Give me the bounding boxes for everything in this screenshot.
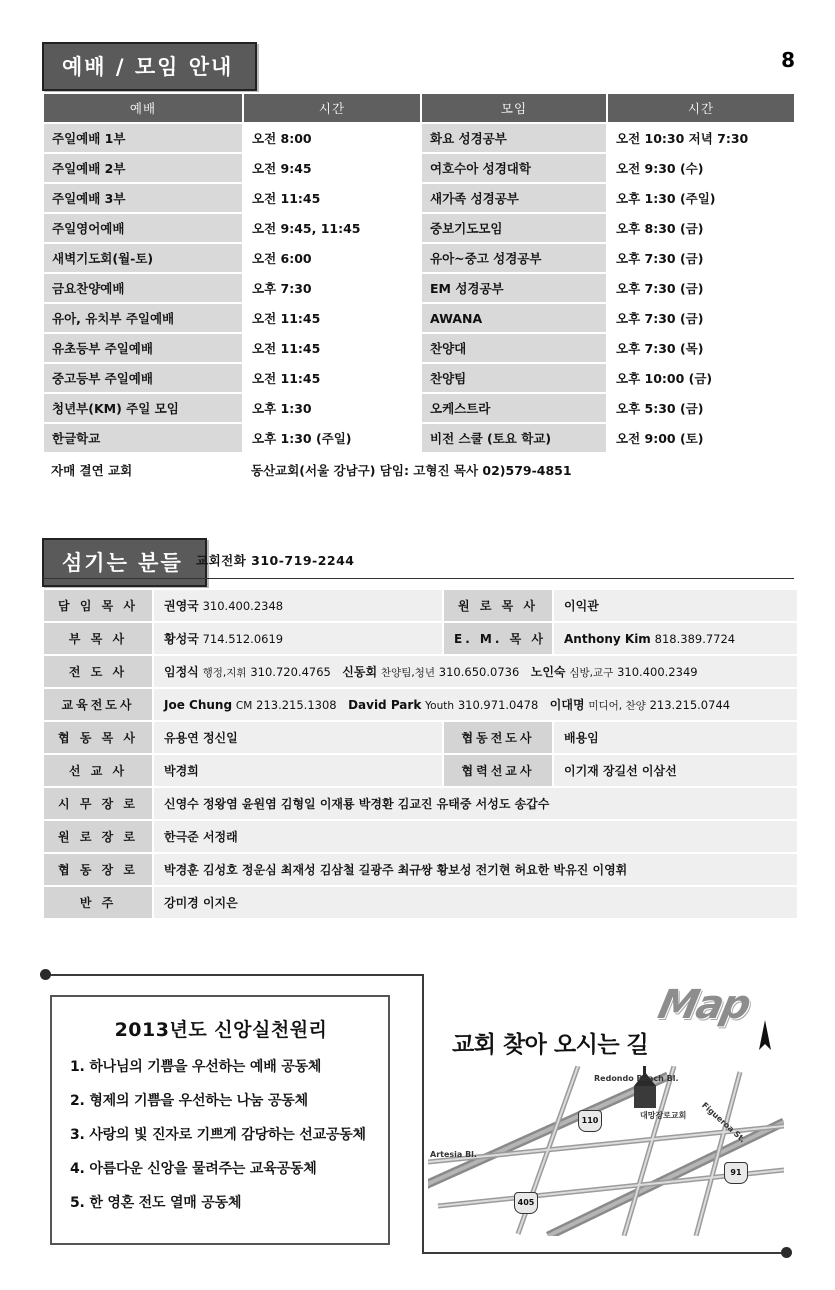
table-row [43, 243, 795, 273]
worship-time: 오전 11:45 [243, 183, 421, 213]
header-meeting: 모임 [421, 93, 607, 123]
meeting-time: 오후 7:30 (목) [607, 333, 795, 363]
staff-names: 유용연 정신일 [153, 721, 443, 754]
worship-name: 주일예배 3부 [43, 183, 243, 213]
map-road-label: Redondo Beach Bl. [594, 1074, 679, 1083]
map-highway-shield: 110 [578, 1110, 602, 1132]
bottom-frame [40, 968, 792, 1254]
staff-role-label: 시 무 장 로 [43, 787, 153, 820]
table-row [43, 423, 795, 453]
meeting-name: 여호수아 성경대학 [421, 153, 607, 183]
meeting-name: 찬양팀 [421, 363, 607, 393]
table-row [43, 393, 795, 423]
staff-names: 이익관 [553, 589, 798, 622]
staff-role-label: 부 목 사 [43, 622, 153, 655]
directions-map [410, 980, 792, 1254]
map-highway-shield: 405 [514, 1192, 538, 1214]
header-worship: 예배 [43, 93, 243, 123]
staff-names: 신영수 정왕염 윤원염 김형일 이재룡 박경환 김교진 유태중 서성도 송갑수 [153, 787, 798, 820]
meeting-name: EM 성경공부 [421, 273, 607, 303]
table-row [43, 273, 795, 303]
staff-banner [42, 538, 207, 587]
worship-name: 주일예배 2부 [43, 153, 243, 183]
staff-table-body [43, 589, 798, 919]
staff-divider [42, 578, 794, 579]
staff-names: 임정식 행정,지휘 310.720.4765 신동회 찬양팀,청년 310.650.0736 노인숙 심방,교구 310.400.2349 [153, 655, 798, 688]
meeting-time: 오전 9:30 (수) [607, 153, 795, 183]
map-road-label: 대망장로교회 [640, 1111, 687, 1120]
staff-names: 이기재 장길선 이삼선 [553, 754, 798, 787]
meeting-name: 화요 성경공부 [421, 123, 607, 153]
faith-principle-item: 1. 하나님의 기쁨을 우선하는 예배 공동체 [70, 1059, 322, 1075]
staff-row [43, 622, 798, 655]
staff-row [43, 820, 798, 853]
meeting-time: 오후 7:30 (금) [607, 303, 795, 333]
meeting-time: 오후 1:30 (주일) [607, 183, 795, 213]
staff-names: Anthony Kim 818.389.7724 [553, 622, 798, 655]
faith-principles-list [66, 1056, 376, 1212]
staff-row [43, 589, 798, 622]
sister-church-value: 동산교회(서울 강남구) 담임: 고형진 목사 02)579-4851 [243, 453, 795, 484]
table-row [43, 213, 795, 243]
worship-name: 금요찬양예배 [43, 273, 243, 303]
faith-principle-item: 3. 사랑의 빛 진자로 기쁘게 감당하는 선교공동체 [70, 1127, 366, 1143]
table-row [43, 183, 795, 213]
staff-role-label: 교육전도사 [43, 688, 153, 721]
meeting-name: 새가족 성경공부 [421, 183, 607, 213]
worship-name: 중고등부 주일예배 [43, 363, 243, 393]
worship-name: 유아, 유치부 주일예배 [43, 303, 243, 333]
staff-names: 배용임 [553, 721, 798, 754]
staff-names: 박경희 [153, 754, 443, 787]
meeting-time: 오후 7:30 (금) [607, 243, 795, 273]
staff-names: 권영국 310.400.2348 [153, 589, 443, 622]
table-row [43, 153, 795, 183]
header-worship-time: 시간 [243, 93, 421, 123]
meeting-name: 오케스트라 [421, 393, 607, 423]
map-graphic [428, 1066, 784, 1236]
frame-line-top [46, 974, 424, 976]
staff-table [42, 588, 799, 920]
staff-row [43, 721, 798, 754]
worship-name: 한글학교 [43, 423, 243, 453]
map-highway-shield: 91 [724, 1162, 748, 1184]
staff-names: 강미경 이지은 [153, 886, 798, 919]
worship-banner-label: 예배 / 모임 안내 [42, 42, 257, 91]
church-marker-icon [634, 1066, 656, 1108]
staff-row [43, 688, 798, 721]
worship-time: 오후 7:30 [243, 273, 421, 303]
worship-table-body [43, 123, 795, 484]
staff-role-label: 협력선교사 [443, 754, 553, 787]
map-title: 교회 찾아 오시는 길 [452, 1032, 649, 1058]
meeting-time: 오후 5:30 (금) [607, 393, 795, 423]
meeting-name: 중보기도모임 [421, 213, 607, 243]
sister-church-row [43, 453, 795, 484]
worship-time: 오전 9:45, 11:45 [243, 213, 421, 243]
worship-time: 오전 8:00 [243, 123, 421, 153]
worship-time: 오후 1:30 [243, 393, 421, 423]
table-row [43, 303, 795, 333]
staff-names: 황성국 714.512.0619 [153, 622, 443, 655]
meeting-name: 찬양대 [421, 333, 607, 363]
faith-principle-item: 2. 형제의 기쁨을 우선하는 나눔 공동체 [70, 1093, 308, 1109]
staff-names: Joe Chung CM 213.215.1308 David Park Youth 310.971.0478 이대명 미디어, 찬양 213.215.0744 [153, 688, 798, 721]
staff-row [43, 886, 798, 919]
worship-time: 오전 6:00 [243, 243, 421, 273]
staff-banner-label: 섬기는 분들 [42, 538, 207, 587]
map-road-label: Artesia Bl. [430, 1150, 477, 1159]
map-road-label: Figueroa St. [700, 1100, 748, 1145]
meeting-time: 오후 10:00 (금) [607, 363, 795, 393]
meeting-name: 유아~중고 성경공부 [421, 243, 607, 273]
faith-principle-item: 5. 한 영혼 전도 열매 공동체 [70, 1195, 242, 1211]
worship-time: 오전 11:45 [243, 303, 421, 333]
worship-table-header-row [43, 93, 795, 123]
staff-role-label: 담 임 목 사 [43, 589, 153, 622]
worship-name: 청년부(KM) 주일 모임 [43, 393, 243, 423]
staff-role-label: 선 교 사 [43, 754, 153, 787]
meeting-name: 비전 스쿨 (토요 학교) [421, 423, 607, 453]
frame-dot-left [40, 969, 51, 980]
faith-principles-box [50, 995, 390, 1245]
staff-row [43, 787, 798, 820]
staff-role-label: 협 동 장 로 [43, 853, 153, 886]
worship-time: 오전 11:45 [243, 333, 421, 363]
worship-time: 오후 1:30 (주일) [243, 423, 421, 453]
staff-role-label: 협동전도사 [443, 721, 553, 754]
table-row [43, 333, 795, 363]
meeting-time: 오후 8:30 (금) [607, 213, 795, 243]
staff-role-label: 반 주 [43, 886, 153, 919]
header-meeting-time: 시간 [607, 93, 795, 123]
compass-north-icon [754, 1020, 776, 1064]
faith-principles-title: 2013년도 신앙실천원리 [114, 1019, 328, 1041]
staff-row [43, 754, 798, 787]
meeting-time: 오전 9:00 (토) [607, 423, 795, 453]
map-roads-svg [428, 1066, 784, 1236]
staff-role-label: 원 로 목 사 [443, 589, 553, 622]
page-number: 8 [781, 48, 795, 72]
table-row [43, 123, 795, 153]
staff-role-label: 전 도 사 [43, 655, 153, 688]
staff-row [43, 655, 798, 688]
worship-name: 주일영어예배 [43, 213, 243, 243]
worship-time: 오전 11:45 [243, 363, 421, 393]
meeting-time: 오후 7:30 (금) [607, 273, 795, 303]
sister-church-label: 자매 결연 교회 [43, 453, 243, 484]
meeting-name: AWANA [421, 303, 607, 333]
worship-name: 유초등부 주일예배 [43, 333, 243, 363]
church-phone: 교회전화 310-719-2244 [196, 553, 355, 568]
staff-names: 한극준 서정래 [153, 820, 798, 853]
worship-time: 오전 9:45 [243, 153, 421, 183]
staff-role-label: 원 로 장 로 [43, 820, 153, 853]
staff-names: 박경훈 김성호 정운심 최재성 김삼철 길광주 최규쌍 황보성 전기현 허요한 박유진 이영휘 [153, 853, 798, 886]
map-word-art: Map [653, 982, 753, 1028]
faith-principle-item: 4. 아름다운 신앙을 물려주는 교육공동체 [70, 1161, 317, 1177]
meeting-time: 오전 10:30 저녁 7:30 [607, 123, 795, 153]
worship-banner [42, 42, 257, 91]
staff-role-label: 협 동 목 사 [43, 721, 153, 754]
worship-name: 주일예배 1부 [43, 123, 243, 153]
table-row [43, 363, 795, 393]
worship-schedule-table [42, 92, 796, 484]
staff-role-label: E. M. 목 사 [443, 622, 553, 655]
worship-name: 새벽기도회(월-토) [43, 243, 243, 273]
staff-row [43, 853, 798, 886]
